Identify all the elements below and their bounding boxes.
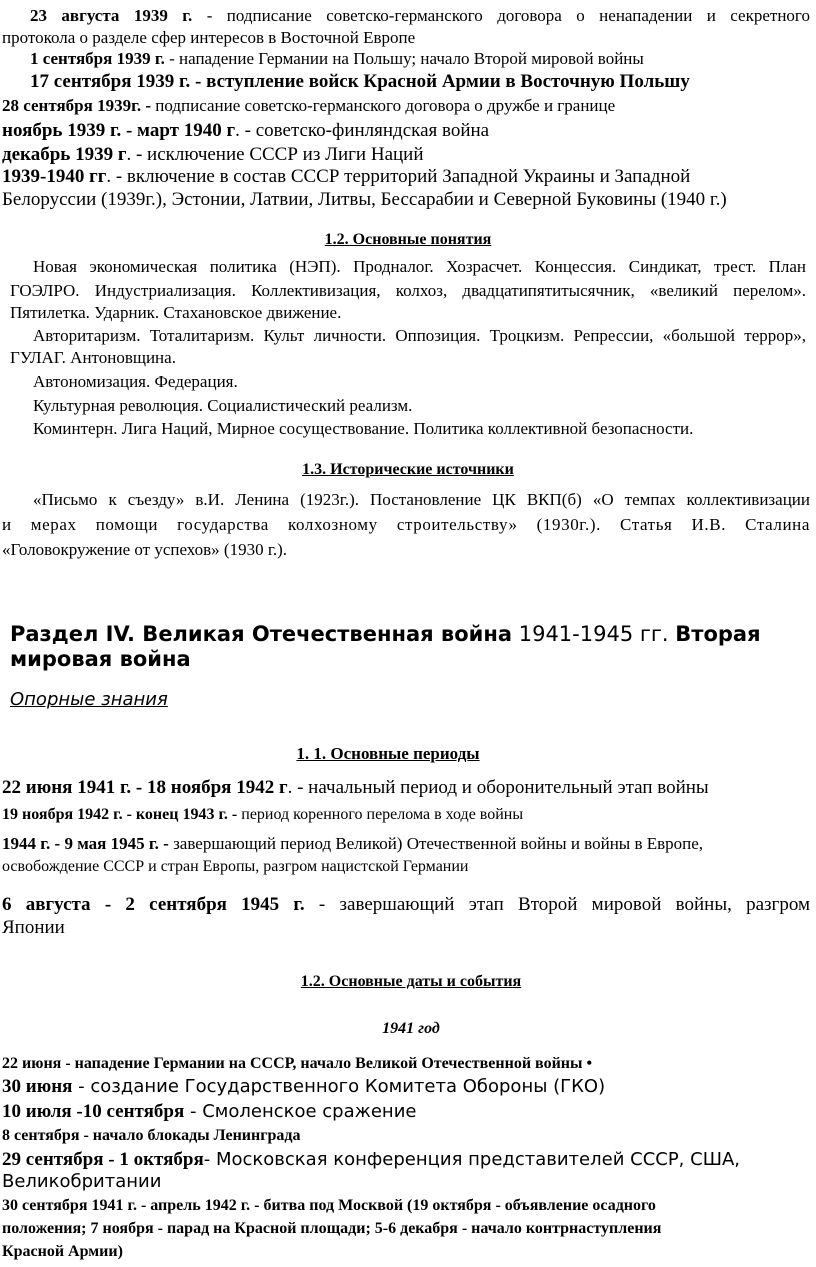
period-line: Японии	[2, 917, 65, 938]
sources-text: «Письмо к съезду» в.И. Ленина (1923г.). Постановление ЦК ВКП(б) «О темпах коллективизации	[33, 490, 810, 509]
section-heading-periods: 1. 1. Основные периоды	[296, 744, 480, 763]
section-heading-events: 1.2. Основные даты и события	[300, 973, 522, 990]
event-line: 22 июня - нападение Германии на СССР, начало Великой Отечественной войны •	[2, 1055, 593, 1072]
chronology-line: ноябрь 1939 г. - март 1940 г. - советско-финляндская война	[2, 120, 490, 141]
sources-text: и мерах помощи государства колхозному строительству» (1930г.). Статья И.В. Сталина	[2, 515, 810, 534]
chronology-line: Белоруссии (1939г.), Эстонии, Латвии, Литвы, Бессарабии и Северной Буковины (1940 г.)	[2, 189, 727, 210]
date-label: 23 августа 1939 г.	[30, 6, 193, 25]
event-line: 10 июля -10 сентября - Смоленское сражение	[2, 1101, 417, 1122]
concepts-text: ГУЛАГ. Антоновщина.	[10, 348, 176, 367]
event-line: Великобритании	[2, 1171, 162, 1192]
section-title: Раздел IV. Великая Отечественная война 1941-1945 гг. Вторая	[10, 622, 761, 646]
concepts-text: Пятилетка. Ударник. Стахановское движение.	[10, 303, 342, 322]
chronology-line: 1 сентября 1939 г. - нападение Германии на Польшу; начало Второй мировой войны	[30, 49, 644, 68]
chronology-line: 17 сентября 1939 г. - вступление войск Красной Армии в Восточную Польшу	[30, 71, 690, 92]
event-text: - подписание советско-германского договора о ненападении и секретного	[192, 6, 810, 25]
period-line: 6 августа - 2 сентября 1945 г. - завершающий этап Второй мировой войны, разгром	[2, 894, 810, 915]
section-title: мировая война	[10, 647, 191, 671]
period-line: 1944 г. - 9 мая 1945 г. - завершающий период Великой) Отечественной войны и войны в Европе,	[2, 834, 704, 853]
chronology-line: 1939-1940 гг. - включение в состав СССР территорий Западной Украины и Западной	[2, 166, 691, 187]
chronology-line: декабрь 1939 г. - исключение СССР из Лиги Наций	[2, 144, 424, 165]
concepts-text: ГОЭЛРО. Индустриализация. Коллективизация, колхоз, двадцатипятитысячник, «великий перелом».	[10, 281, 806, 300]
section-subtitle: Опорные знания	[10, 689, 168, 710]
concepts-text: Автономизация. Федерация.	[33, 372, 238, 391]
chronology-line: протокола о разделе сфер интересов в Восточной Европе	[2, 28, 416, 47]
period-line: освобождение СССР и стран Европы, разгром нацистской Германии	[2, 858, 469, 875]
concepts-text: Культурная революция. Социалистический реализм.	[33, 396, 413, 415]
sources-text: «Головокружение от успехов» (1930 г.).	[2, 540, 288, 559]
chronology-line: 28 сентября 1939г. - подписание советско-германского договора о дружбе и границе	[2, 96, 616, 115]
year-heading: 1941 год	[382, 1020, 440, 1037]
event-line: Красной Армии)	[2, 1243, 123, 1260]
event-line: положения; 7 ноября - парад на Красной площади; 5-6 декабря - начало контрнаступления	[2, 1220, 662, 1237]
event-line: 8 сентября - начало блокады Ленинграда	[2, 1127, 301, 1144]
concepts-text: Коминтерн. Лига Наций, Мирное сосуществование. Политика коллективной безопасности.	[33, 419, 694, 438]
chronology-line	[30, 6, 810, 26]
section-heading-concepts: 1.2. Основные понятия	[324, 231, 492, 248]
period-line: 19 ноября 1942 г. - конец 1943 г. - период коренного перелома в ходе войны	[2, 806, 524, 823]
period-line: 22 июня 1941 г. - 18 ноября 1942 г. - начальный период и оборонительный этап войны	[2, 777, 709, 798]
concepts-text: Новая экономическая политика (НЭП). Продналог. Хозрасчет. Концессия. Синдикат, трест. План	[33, 257, 806, 276]
section-heading-sources: 1.3. Исторические источники	[302, 461, 514, 478]
event-line: 30 июня - создание Государственного Комитета Обороны (ГКО)	[2, 1076, 606, 1097]
event-line: 30 сентября 1941 г. - апрель 1942 г. - битва под Москвой (19 октября - объявление осадного	[2, 1197, 656, 1214]
event-line: 29 сентября - 1 октября- Московская конференция представителей СССР, США,	[2, 1149, 740, 1170]
concepts-text: Авторитаризм. Тоталитаризм. Культ личности. Оппозиция. Троцкизм. Репрессии, «большой террор»,	[33, 326, 806, 345]
